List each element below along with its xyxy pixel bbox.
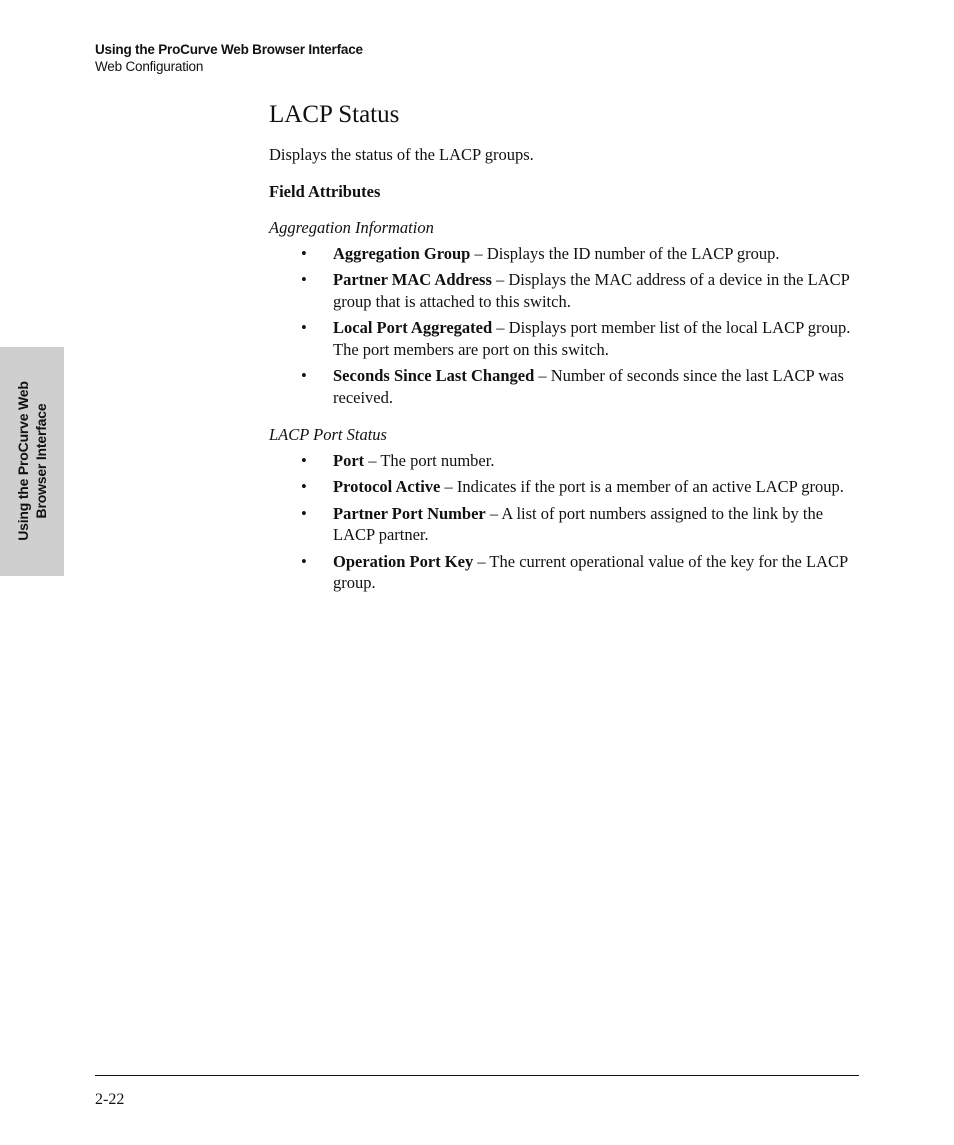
list-item — [269, 450, 861, 472]
page-number: 2-22 — [95, 1091, 125, 1108]
item-description: – Number of seconds since the last LACP was received. — [333, 366, 844, 407]
item-description: – The port number. — [364, 450, 495, 470]
side-tab-label — [14, 347, 50, 576]
aggregation-info-heading: Aggregation Information — [269, 218, 434, 237]
item-term: Aggregation Group — [333, 243, 471, 263]
footer-divider — [95, 1075, 859, 1076]
running-head-section: Web Configuration — [95, 59, 204, 74]
field-attributes-heading: Field Attributes — [269, 181, 381, 201]
lacp-port-status-list — [269, 450, 861, 594]
item-term: Protocol Active — [333, 477, 441, 496]
bullet-icon: • — [301, 243, 307, 263]
list-item — [269, 365, 861, 408]
list-item — [269, 503, 861, 546]
item-description: – A list of port numbers assigned to the link by the LACP partner. — [333, 503, 824, 544]
main-content — [269, 98, 861, 610]
list-item — [269, 269, 861, 312]
list-item — [269, 317, 861, 360]
item-description: – Displays the MAC address of a device in the LACP group that is attached to this switch. — [333, 270, 850, 311]
item-description: – The current operational value of the key for the LACP group. — [333, 551, 848, 592]
aggregation-info-list — [269, 243, 861, 409]
intro-paragraph: Displays the status of the LACP groups. — [269, 145, 534, 164]
item-term: Partner Port Number — [333, 503, 486, 523]
bullet-icon: • — [301, 366, 307, 385]
chapter-side-tab — [0, 347, 64, 576]
item-term: Operation Port Key — [333, 551, 474, 571]
bullet-icon: • — [301, 551, 307, 571]
bullet-icon: • — [301, 318, 307, 337]
running-head — [95, 41, 363, 75]
lacp-port-status-heading: LACP Port Status — [269, 425, 387, 444]
list-item — [269, 476, 861, 498]
bullet-icon: • — [301, 450, 307, 470]
item-term: Port — [333, 450, 365, 470]
item-term: Seconds Since Last Changed — [333, 366, 535, 385]
item-description: – Indicates if the port is a member of an active LACP group. — [440, 477, 844, 496]
list-item — [269, 551, 861, 594]
bullet-icon: • — [301, 477, 307, 496]
running-head-chapter: Using the ProCurve Web Browser Interface — [95, 42, 363, 57]
page-title: LACP Status — [269, 101, 400, 128]
list-item — [269, 243, 861, 265]
item-description: – Displays the ID number of the LACP group. — [470, 243, 780, 263]
item-term: Local Port Aggregated — [333, 318, 493, 337]
item-term: Partner MAC Address — [333, 270, 492, 289]
bullet-icon: • — [301, 503, 307, 523]
bullet-icon: • — [301, 270, 307, 289]
item-description: – Displays port member list of the local LACP group. The port members are port on this switch. — [333, 318, 851, 359]
side-tab-line-1: Using the ProCurve Web — [15, 381, 31, 541]
side-tab-line-2: Browser Interface — [33, 403, 49, 519]
